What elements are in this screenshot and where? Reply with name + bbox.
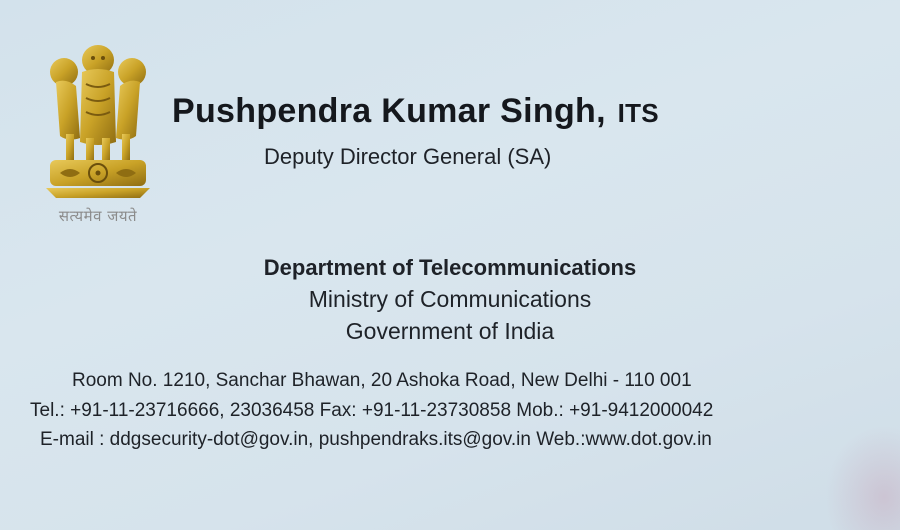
phone-numbers: Tel.: +91-11-23716666, 23036458 Fax: +91-11-23730858 Mob.: +91-9412000042 [30, 400, 714, 421]
service-cadre: ITS [617, 98, 659, 128]
state-emblem-icon [36, 38, 160, 213]
designation: Deputy Director General (SA) [264, 144, 552, 169]
government-name: Government of India [345, 318, 555, 344]
department-name: Department of Telecommunications [263, 255, 637, 280]
card-smudge [820, 420, 900, 530]
ministry-name: Ministry of Communications [308, 286, 592, 312]
email-and-web: E-mail : ddgsecurity-dot@gov.in, pushpendraks.its@gov.in Web.:www.dot.gov.in [40, 429, 712, 450]
office-address: Room No. 1210, Sanchar Bhawan, 20 Ashoka Road, New Delhi - 110 001 [72, 370, 692, 391]
person-name-line [172, 92, 659, 131]
person-name: Pushpendra Kumar Singh, [172, 92, 606, 130]
emblem-motto: सत्यमेव जयते [58, 207, 138, 225]
